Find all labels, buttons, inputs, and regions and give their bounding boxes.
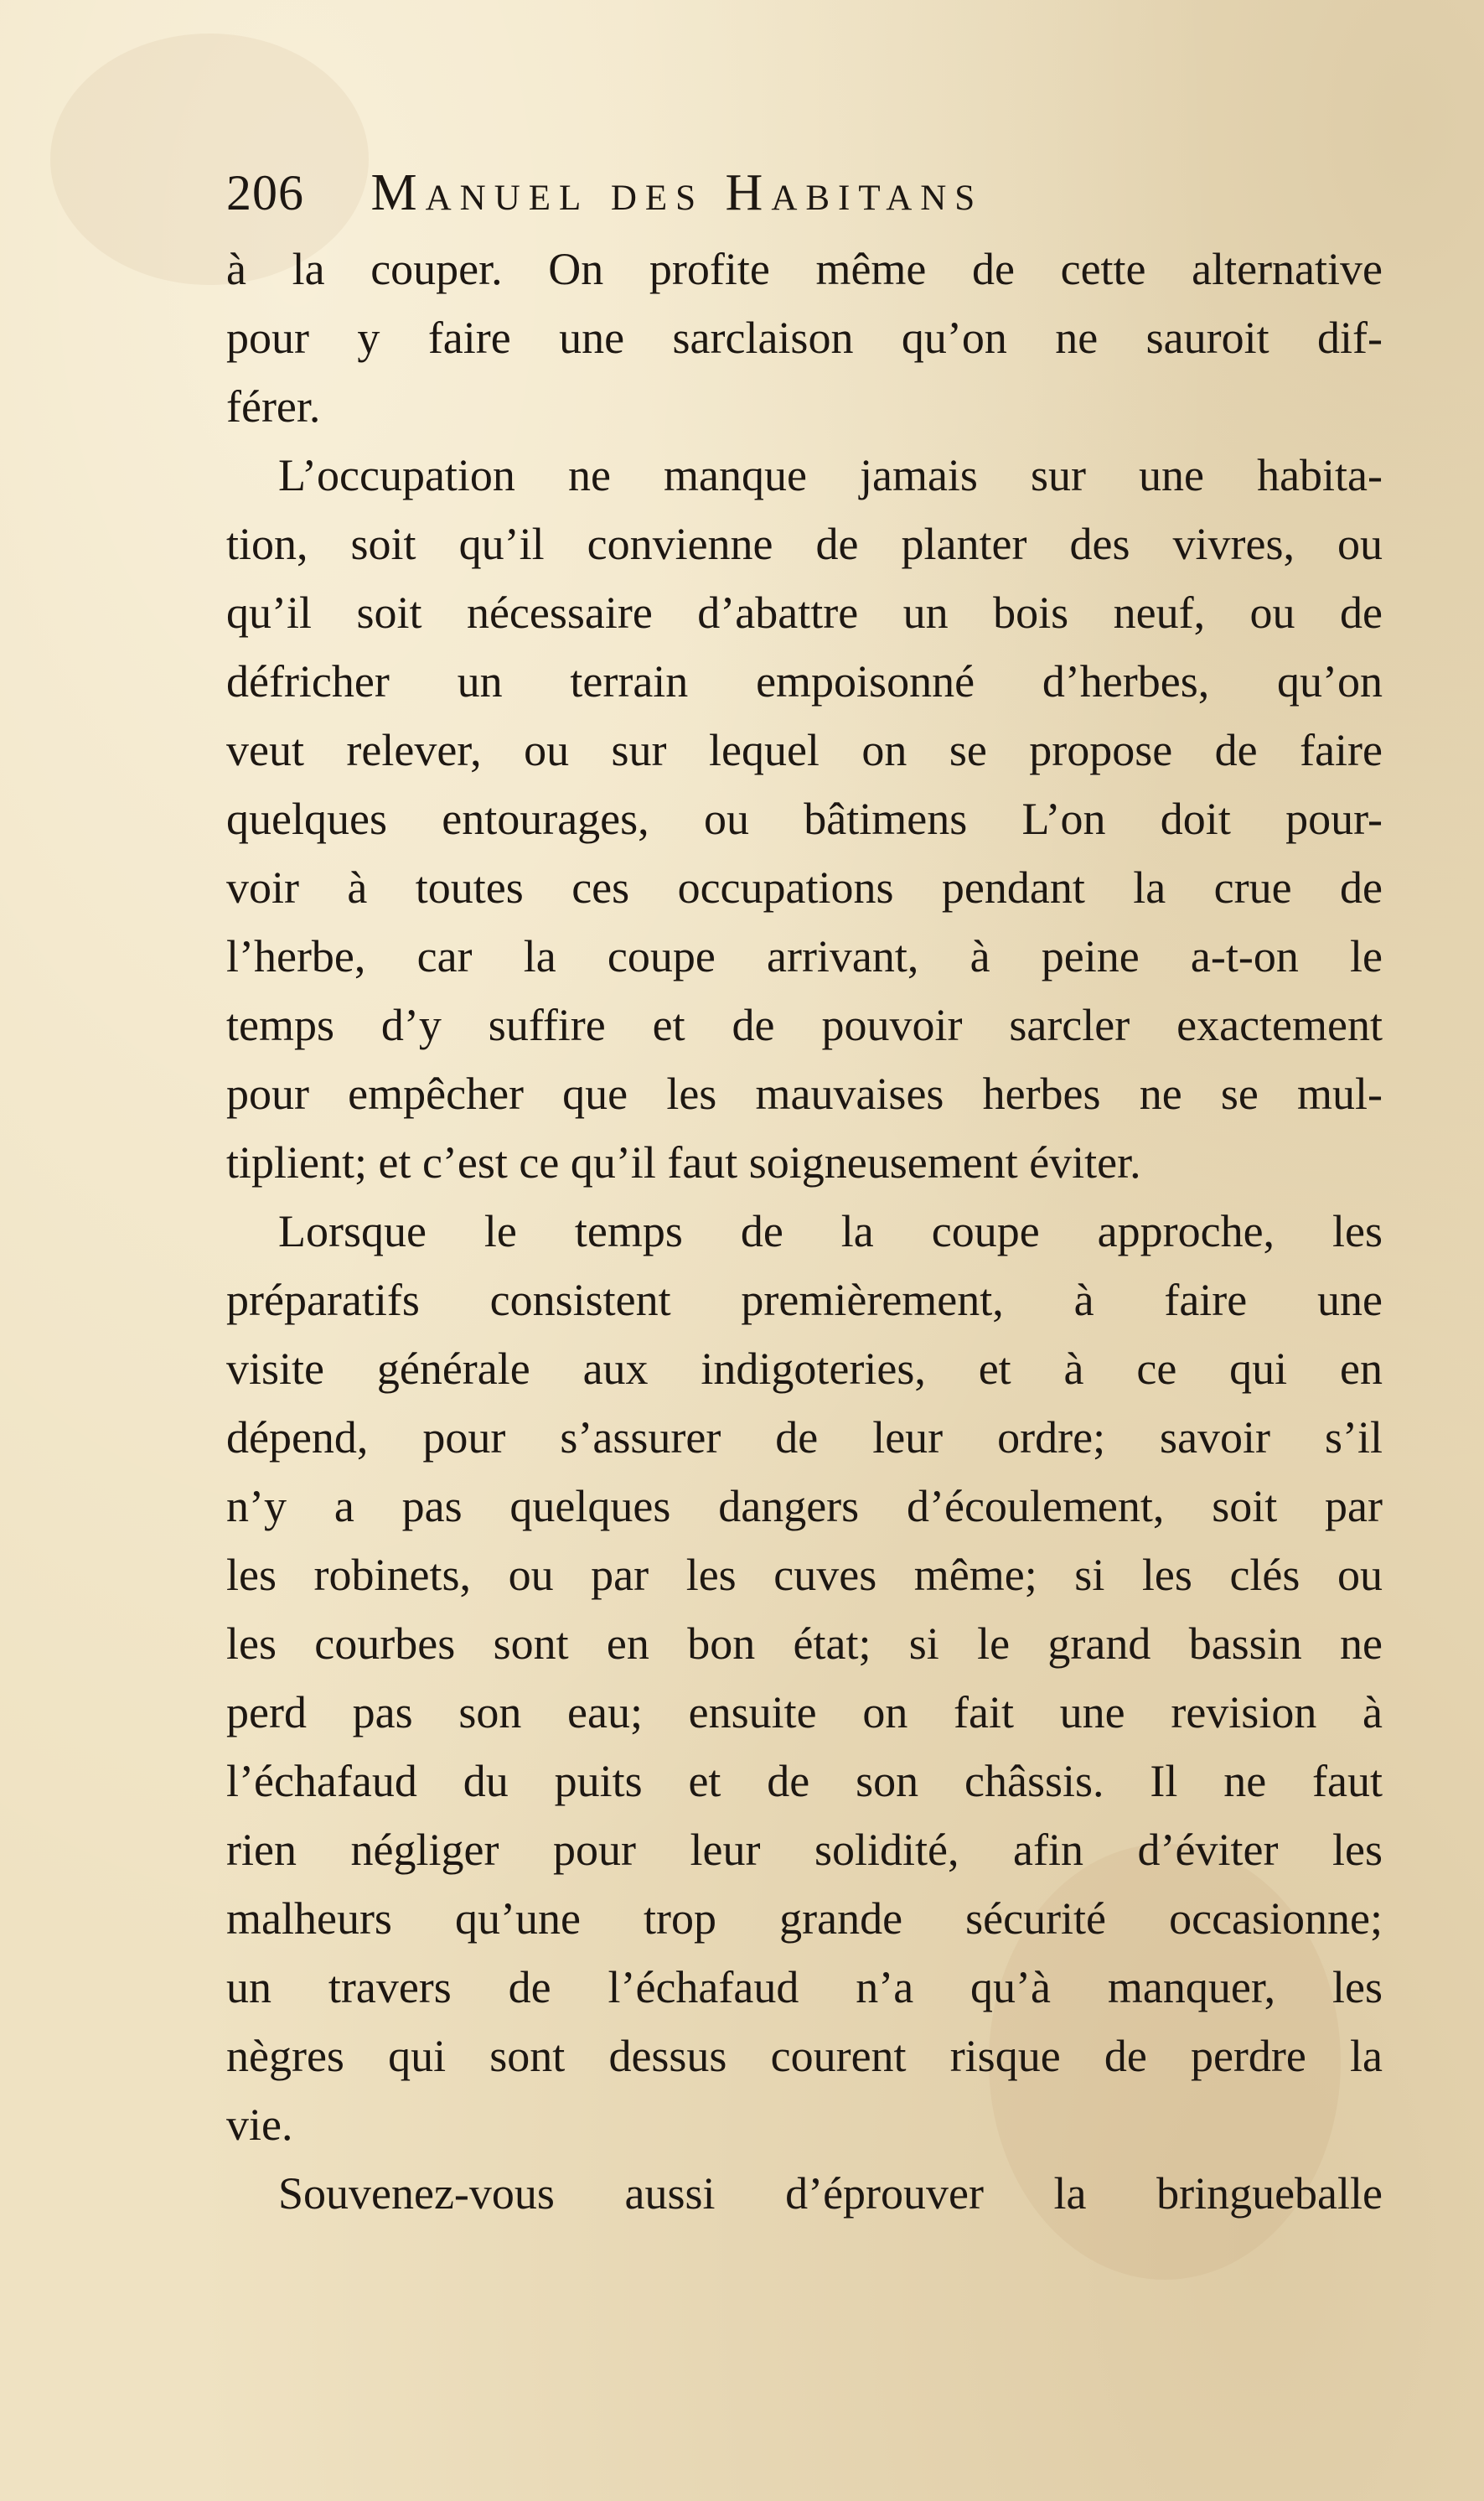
text-line: temps d’y suffire et de pouvoir sarcler exactement — [226, 1000, 1383, 1050]
page-header — [226, 159, 1215, 226]
page-number: 206 — [226, 165, 304, 220]
text-line: férer. — [226, 381, 321, 432]
text-line: l’herbe, car la coupe arrivant, à peine a-t-on le — [226, 931, 1383, 981]
text-line: n’y a pas quelques dangers d’écoulement, soit par — [226, 1481, 1383, 1531]
text-line: voir à toutes ces occupations pendant la crue de — [226, 862, 1383, 913]
text-line: quelques entourages, ou bâtimens L’on doit pour- — [226, 794, 1383, 844]
paragraph — [226, 1197, 1383, 2159]
text-line: malheurs qu’une trop grande sécurité occasionne; — [226, 1893, 1383, 1944]
text-line: rien négliger pour leur solidité, afin d’éviter les — [226, 1825, 1383, 1875]
text-line: L’occupation ne manque jamais sur une habita- — [278, 450, 1383, 500]
paragraph — [226, 441, 1383, 1197]
paragraph — [226, 2159, 1383, 2228]
text-line: Souvenez-vous aussi d’éprouver la bringueballe — [278, 2168, 1383, 2219]
text-line: défricher un terrain empoisonné d’herbes, qu’on — [226, 656, 1383, 707]
text-line: veut relever, ou sur lequel on se propose de faire — [226, 725, 1383, 775]
text-line: préparatifs consistent premièrement, à faire une — [226, 1275, 1383, 1325]
running-title: Manuel des Habitans — [370, 164, 984, 221]
text-line: les robinets, ou par les cuves même; si les clés ou — [226, 1550, 1383, 1600]
text-line: vie. — [226, 2100, 293, 2150]
text-line: les courbes sont en bon état; si le grand bassin ne — [226, 1618, 1383, 1669]
text-line: Lorsque le temps de la coupe approche, les — [278, 1206, 1383, 1256]
text-line: dépend, pour s’assurer de leur ordre; savoir s’il — [226, 1412, 1383, 1463]
text-line: tion, soit qu’il convienne de planter des vivres, ou — [226, 519, 1383, 569]
text-line: un travers de l’échafaud n’a qu’à manquer, les — [226, 1962, 1383, 2012]
text-line: tiplient; et c’est ce qu’il faut soigneusement éviter. — [226, 1137, 1141, 1188]
text-line: perd pas son eau; ensuite on fait une revision à — [226, 1687, 1383, 1737]
text-line: qu’il soit nécessaire d’abattre un bois neuf, ou de — [226, 588, 1383, 638]
text-line: pour y faire une sarclaison qu’on ne sauroit dif- — [226, 313, 1383, 363]
text-line: à la couper. On profite même de cette alternative — [226, 244, 1383, 294]
text-line: visite générale aux indigoteries, et à ce qui en — [226, 1344, 1383, 1394]
text-line: nègres qui sont dessus courent risque de perdre la — [226, 2031, 1383, 2081]
text-line: l’échafaud du puits et de son châssis. Il ne faut — [226, 1756, 1383, 1806]
paragraph — [226, 235, 1383, 441]
text-line: pour empêcher que les mauvaises herbes ne se mul- — [226, 1069, 1383, 1119]
body-text — [226, 235, 1383, 2228]
